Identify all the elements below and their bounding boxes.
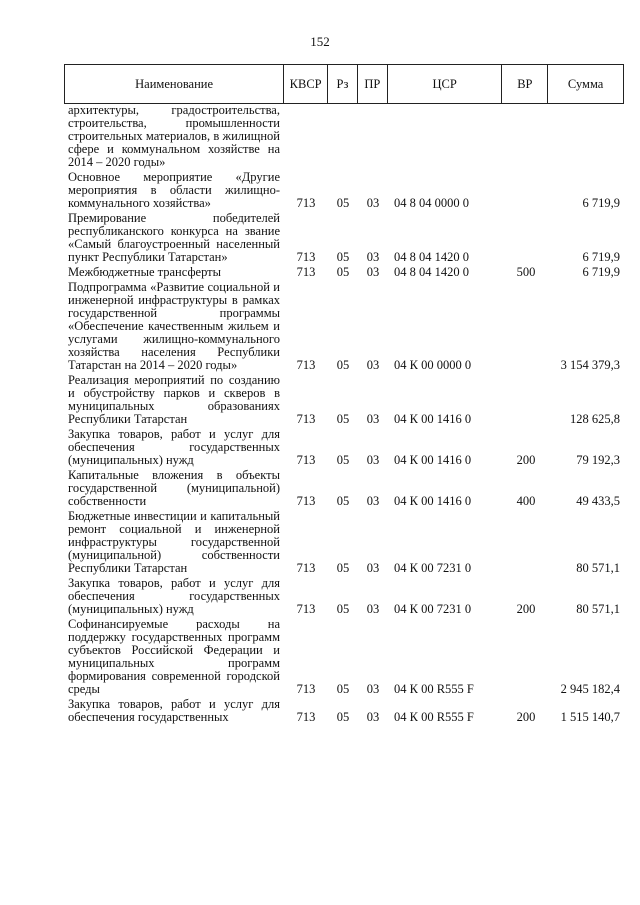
cell-rz: 05 xyxy=(336,453,350,467)
cell-sum: 49 433,5 xyxy=(576,494,620,508)
cell-csr: 04 К 00 R555 F xyxy=(394,710,474,724)
table-row xyxy=(64,212,624,266)
cell-name: Бюджетные инвестиции и капитальный ремонт социальной и инженерной инфраструктуры государственной (муниципальной) собственности Республики Татарстан xyxy=(68,509,280,575)
cell-name: Основное мероприятие «Другие мероприятия в области жилищно-коммунального хозяйства» xyxy=(68,170,280,210)
cell-kvsr: 713 xyxy=(296,412,316,426)
cell-sum: 79 192,3 xyxy=(576,453,620,467)
cell-name: Закупка товаров, работ и услуг для обеспечения государственных (муниципальных) нужд xyxy=(68,576,280,616)
header-sum: Сумма xyxy=(567,76,604,91)
table-row xyxy=(64,510,624,577)
cell-csr: 04 К 00 1416 0 xyxy=(394,412,472,426)
page-number: 152 xyxy=(310,34,330,49)
cell-rz: 05 xyxy=(336,602,350,616)
cell-kvsr: 713 xyxy=(296,196,316,210)
cell-vr xyxy=(503,374,549,428)
header-vr: ВР xyxy=(502,65,548,103)
table-row xyxy=(64,104,624,171)
budget-table xyxy=(64,64,624,726)
cell-vr: 200 xyxy=(516,602,536,616)
cell-rz: 05 xyxy=(336,250,350,264)
cell-rz: 05 xyxy=(336,265,350,279)
cell-csr xyxy=(388,104,503,171)
cell-pr: 03 xyxy=(366,358,380,372)
cell-csr: 04 К 00 7231 0 xyxy=(394,561,472,575)
cell-sum: 128 625,8 xyxy=(570,412,620,426)
cell-pr: 03 xyxy=(366,561,380,575)
cell-pr: 03 xyxy=(366,196,380,210)
cell-csr: 04 8 04 1420 0 xyxy=(394,250,469,264)
cell-kvsr: 713 xyxy=(296,453,316,467)
cell-pr: 03 xyxy=(366,602,380,616)
cell-pr: 03 xyxy=(366,265,380,279)
cell-rz: 05 xyxy=(336,494,350,508)
cell-kvsr: 713 xyxy=(296,494,316,508)
cell-kvsr: 713 xyxy=(296,682,316,696)
cell-csr: 04 К 00 0000 0 xyxy=(394,358,472,372)
table-row xyxy=(64,577,624,618)
cell-sum: 3 154 379,3 xyxy=(560,358,620,372)
cell-pr: 03 xyxy=(366,682,380,696)
header-csr: ЦСР xyxy=(388,65,503,103)
cell-kvsr: 713 xyxy=(296,602,316,616)
table-row xyxy=(64,266,624,281)
cell-csr: 04 К 00 7231 0 xyxy=(394,602,472,616)
table-row xyxy=(64,171,624,212)
table-row xyxy=(64,618,624,698)
cell-pr: 03 xyxy=(366,250,380,264)
cell-name: архитектуры, градостроительства, строительства, промышленности строительных материалов, в жилищной сфере и коммунальном хозяйстве на 2014 – 2020 годы» xyxy=(68,103,280,169)
cell-name: Подпрограмма «Развитие социальной и инженерной инфраструктуры в рамках государственной программы «Обеспечение качественным жильем и услугами жилищно-коммунального хозяйства населения Республики Татарстан на 2014 – 2020 годы» xyxy=(68,280,280,372)
cell-kvsr xyxy=(284,104,328,171)
cell-kvsr: 713 xyxy=(296,265,316,279)
cell-pr: 03 xyxy=(366,453,380,467)
cell-name: Закупка товаров, работ и услуг для обеспечения государственных xyxy=(68,697,280,724)
cell-vr xyxy=(503,510,549,577)
cell-vr xyxy=(503,212,549,266)
cell-pr: 03 xyxy=(366,494,380,508)
table-row xyxy=(64,428,624,469)
cell-vr xyxy=(503,171,549,212)
cell-rz: 05 xyxy=(336,682,350,696)
cell-name: Капитальные вложения в объекты государственной (муниципальной) собственности xyxy=(68,468,280,508)
cell-pr: 03 xyxy=(366,710,380,724)
cell-csr: 04 К 00 1416 0 xyxy=(394,494,472,508)
cell-sum xyxy=(549,104,624,171)
table-row xyxy=(64,374,624,428)
cell-rz: 05 xyxy=(336,710,350,724)
cell-pr xyxy=(358,104,388,171)
cell-name: Премирование победителей республиканского конкурса на звание «Самый благоустроенный населенный пункт Республики Татарстан» xyxy=(68,211,280,264)
cell-vr: 400 xyxy=(516,494,536,508)
table-header xyxy=(64,64,624,104)
cell-sum: 80 571,1 xyxy=(576,561,620,575)
cell-kvsr: 713 xyxy=(296,250,316,264)
cell-sum: 2 945 182,4 xyxy=(560,682,620,696)
cell-vr: 200 xyxy=(516,453,536,467)
cell-sum: 6 719,9 xyxy=(582,250,620,264)
cell-sum: 80 571,1 xyxy=(576,602,620,616)
cell-vr xyxy=(503,281,549,374)
header-pr: ПР xyxy=(358,65,388,103)
cell-name: Софинансируемые расходы на поддержку государственных программ субъектов Российской Федерации и муниципальных программ формирования современной городской среды xyxy=(68,617,280,696)
cell-kvsr: 713 xyxy=(296,710,316,724)
cell-vr xyxy=(503,104,549,171)
cell-rz: 05 xyxy=(336,412,350,426)
cell-rz xyxy=(328,104,358,171)
cell-kvsr: 713 xyxy=(296,358,316,372)
cell-vr: 200 xyxy=(516,710,536,724)
table-row xyxy=(64,281,624,374)
cell-sum: 6 719,9 xyxy=(582,196,620,210)
header-kvsr: КВСР xyxy=(284,65,328,103)
cell-name: Межбюджетные трансферты xyxy=(68,265,222,279)
cell-kvsr: 713 xyxy=(296,561,316,575)
cell-csr: 04 К 00 R555 F xyxy=(394,682,474,696)
cell-sum: 6 719,9 xyxy=(582,265,620,279)
cell-rz: 05 xyxy=(336,561,350,575)
cell-vr: 500 xyxy=(516,265,536,279)
cell-csr: 04 К 00 1416 0 xyxy=(394,453,472,467)
cell-rz: 05 xyxy=(336,196,350,210)
cell-rz: 05 xyxy=(336,358,350,372)
cell-sum: 1 515 140,7 xyxy=(560,710,620,724)
cell-name: Реализация мероприятий по созданию и обустройству парков и скверов в муниципальных образованиях Республики Татарстан xyxy=(68,373,280,426)
cell-pr: 03 xyxy=(366,412,380,426)
header-rz: Рз xyxy=(328,65,358,103)
cell-csr: 04 8 04 1420 0 xyxy=(394,265,469,279)
cell-csr: 04 8 04 0000 0 xyxy=(394,196,469,210)
cell-name: Закупка товаров, работ и услуг для обеспечения государственных (муниципальных) нужд xyxy=(68,427,280,467)
table-row xyxy=(64,469,624,510)
header-name: Наименование xyxy=(65,65,284,103)
cell-vr xyxy=(503,618,549,698)
table-row xyxy=(64,698,624,726)
table-body xyxy=(64,104,624,726)
